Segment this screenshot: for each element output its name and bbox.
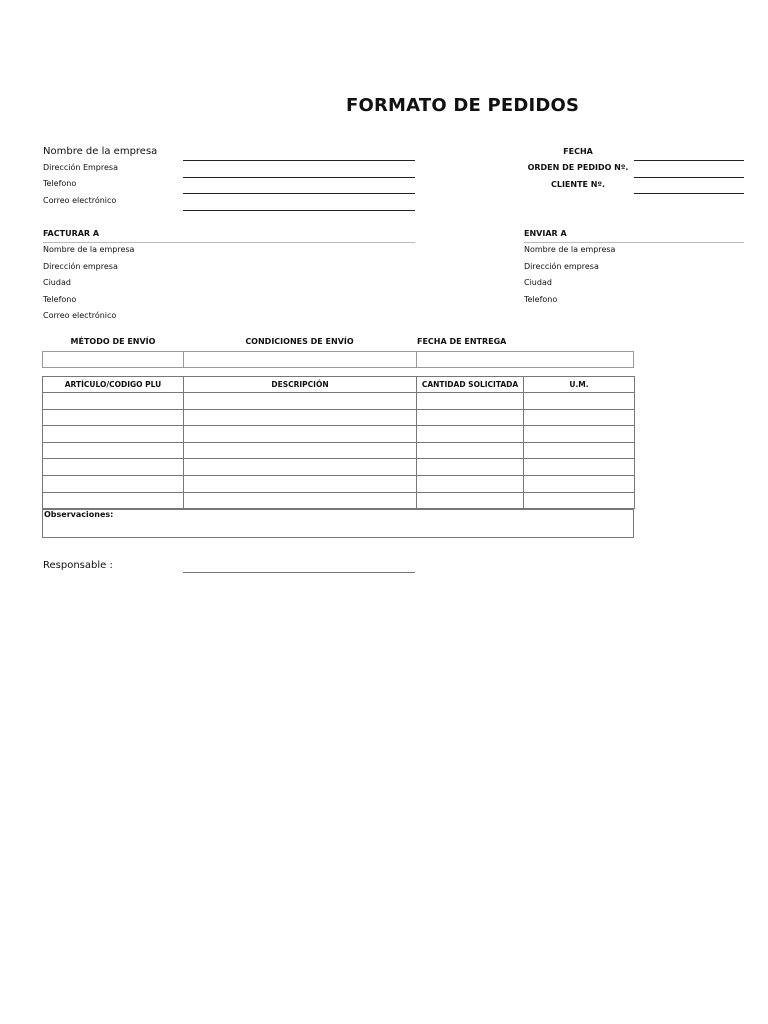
order-number-label: ORDEN DE PEDIDO Nº. xyxy=(527,163,629,172)
company-name-label: Nombre de la empresa xyxy=(43,146,158,157)
table-cell[interactable] xyxy=(416,492,524,510)
bill-to-phone: Telefono xyxy=(43,295,77,304)
page-title: FORMATO DE PEDIDOS xyxy=(346,95,580,116)
table-cell[interactable] xyxy=(523,392,635,410)
bill-to-email: Correo electrónico xyxy=(43,311,117,320)
shipping-conditions-field[interactable] xyxy=(183,351,417,368)
delivery-date-label: FECHA DE ENTREGA xyxy=(417,337,507,346)
bill-to-city: Ciudad xyxy=(43,278,71,287)
ship-to-address: Dirección empresa xyxy=(524,262,599,271)
table-cell[interactable] xyxy=(183,458,417,476)
header-quantity: CANTIDAD SOLICITADA xyxy=(416,376,524,393)
table-cell[interactable] xyxy=(42,425,184,443)
bill-to-heading: FACTURAR A xyxy=(43,229,100,238)
table-cell[interactable] xyxy=(183,409,417,427)
header-description: DESCRIPCIÓN xyxy=(183,376,417,393)
table-cell[interactable] xyxy=(183,392,417,410)
table-cell[interactable] xyxy=(523,425,635,443)
table-cell[interactable] xyxy=(42,475,184,493)
company-phone-label: Telefono xyxy=(43,179,77,188)
client-number-label: CLIENTE Nº. xyxy=(550,180,606,189)
shipping-method-field[interactable] xyxy=(42,351,184,368)
company-phone-field[interactable] xyxy=(183,193,415,194)
table-cell[interactable] xyxy=(42,458,184,476)
responsible-label: Responsable : xyxy=(43,560,113,571)
shipping-method-label: MÉTODO DE ENVÍO xyxy=(70,337,156,346)
table-cell[interactable] xyxy=(183,475,417,493)
table-cell[interactable] xyxy=(42,492,184,510)
table-cell[interactable] xyxy=(523,442,635,460)
company-email-label: Correo electrónico xyxy=(43,196,117,205)
company-email-field[interactable] xyxy=(183,210,415,211)
table-cell[interactable] xyxy=(183,442,417,460)
ship-to-company-name: Nombre de la empresa xyxy=(524,245,616,254)
responsible-field[interactable] xyxy=(183,572,415,573)
bill-to-address: Dirección empresa xyxy=(43,262,118,271)
table-cell[interactable] xyxy=(416,475,524,493)
order-number-field[interactable] xyxy=(634,177,744,178)
ship-to-phone: Telefono xyxy=(524,295,558,304)
table-cell[interactable] xyxy=(416,458,524,476)
client-number-field[interactable] xyxy=(634,193,744,194)
table-cell[interactable] xyxy=(523,458,635,476)
header-unit: U.M. xyxy=(523,376,635,393)
ship-to-heading: ENVIAR A xyxy=(524,229,567,238)
table-cell[interactable] xyxy=(523,492,635,510)
table-cell[interactable] xyxy=(183,425,417,443)
company-name-field[interactable] xyxy=(183,160,415,161)
bill-to-divider xyxy=(43,242,415,243)
table-cell[interactable] xyxy=(416,425,524,443)
shipping-conditions-label: CONDICIONES DE ENVÍO xyxy=(245,337,354,346)
company-address-field[interactable] xyxy=(183,177,415,178)
bill-to-company-name: Nombre de la empresa xyxy=(43,245,135,254)
table-cell[interactable] xyxy=(416,442,524,460)
ship-to-city: Ciudad xyxy=(524,278,552,287)
table-cell[interactable] xyxy=(183,492,417,510)
ship-to-divider xyxy=(524,242,744,243)
delivery-date-field[interactable] xyxy=(416,351,634,368)
date-label: FECHA xyxy=(563,147,593,156)
date-field[interactable] xyxy=(634,160,744,161)
table-cell[interactable] xyxy=(523,475,635,493)
observations-box[interactable] xyxy=(42,509,634,538)
table-cell[interactable] xyxy=(42,442,184,460)
table-cell[interactable] xyxy=(42,392,184,410)
table-cell[interactable] xyxy=(523,409,635,427)
company-address-label: Dirección Empresa xyxy=(43,163,118,172)
observations-label: Observaciones: xyxy=(44,510,114,519)
header-article-code: ARTÍCULO/CODIGO PLU xyxy=(42,376,184,393)
table-cell[interactable] xyxy=(416,409,524,427)
table-cell[interactable] xyxy=(42,409,184,427)
table-cell[interactable] xyxy=(416,392,524,410)
